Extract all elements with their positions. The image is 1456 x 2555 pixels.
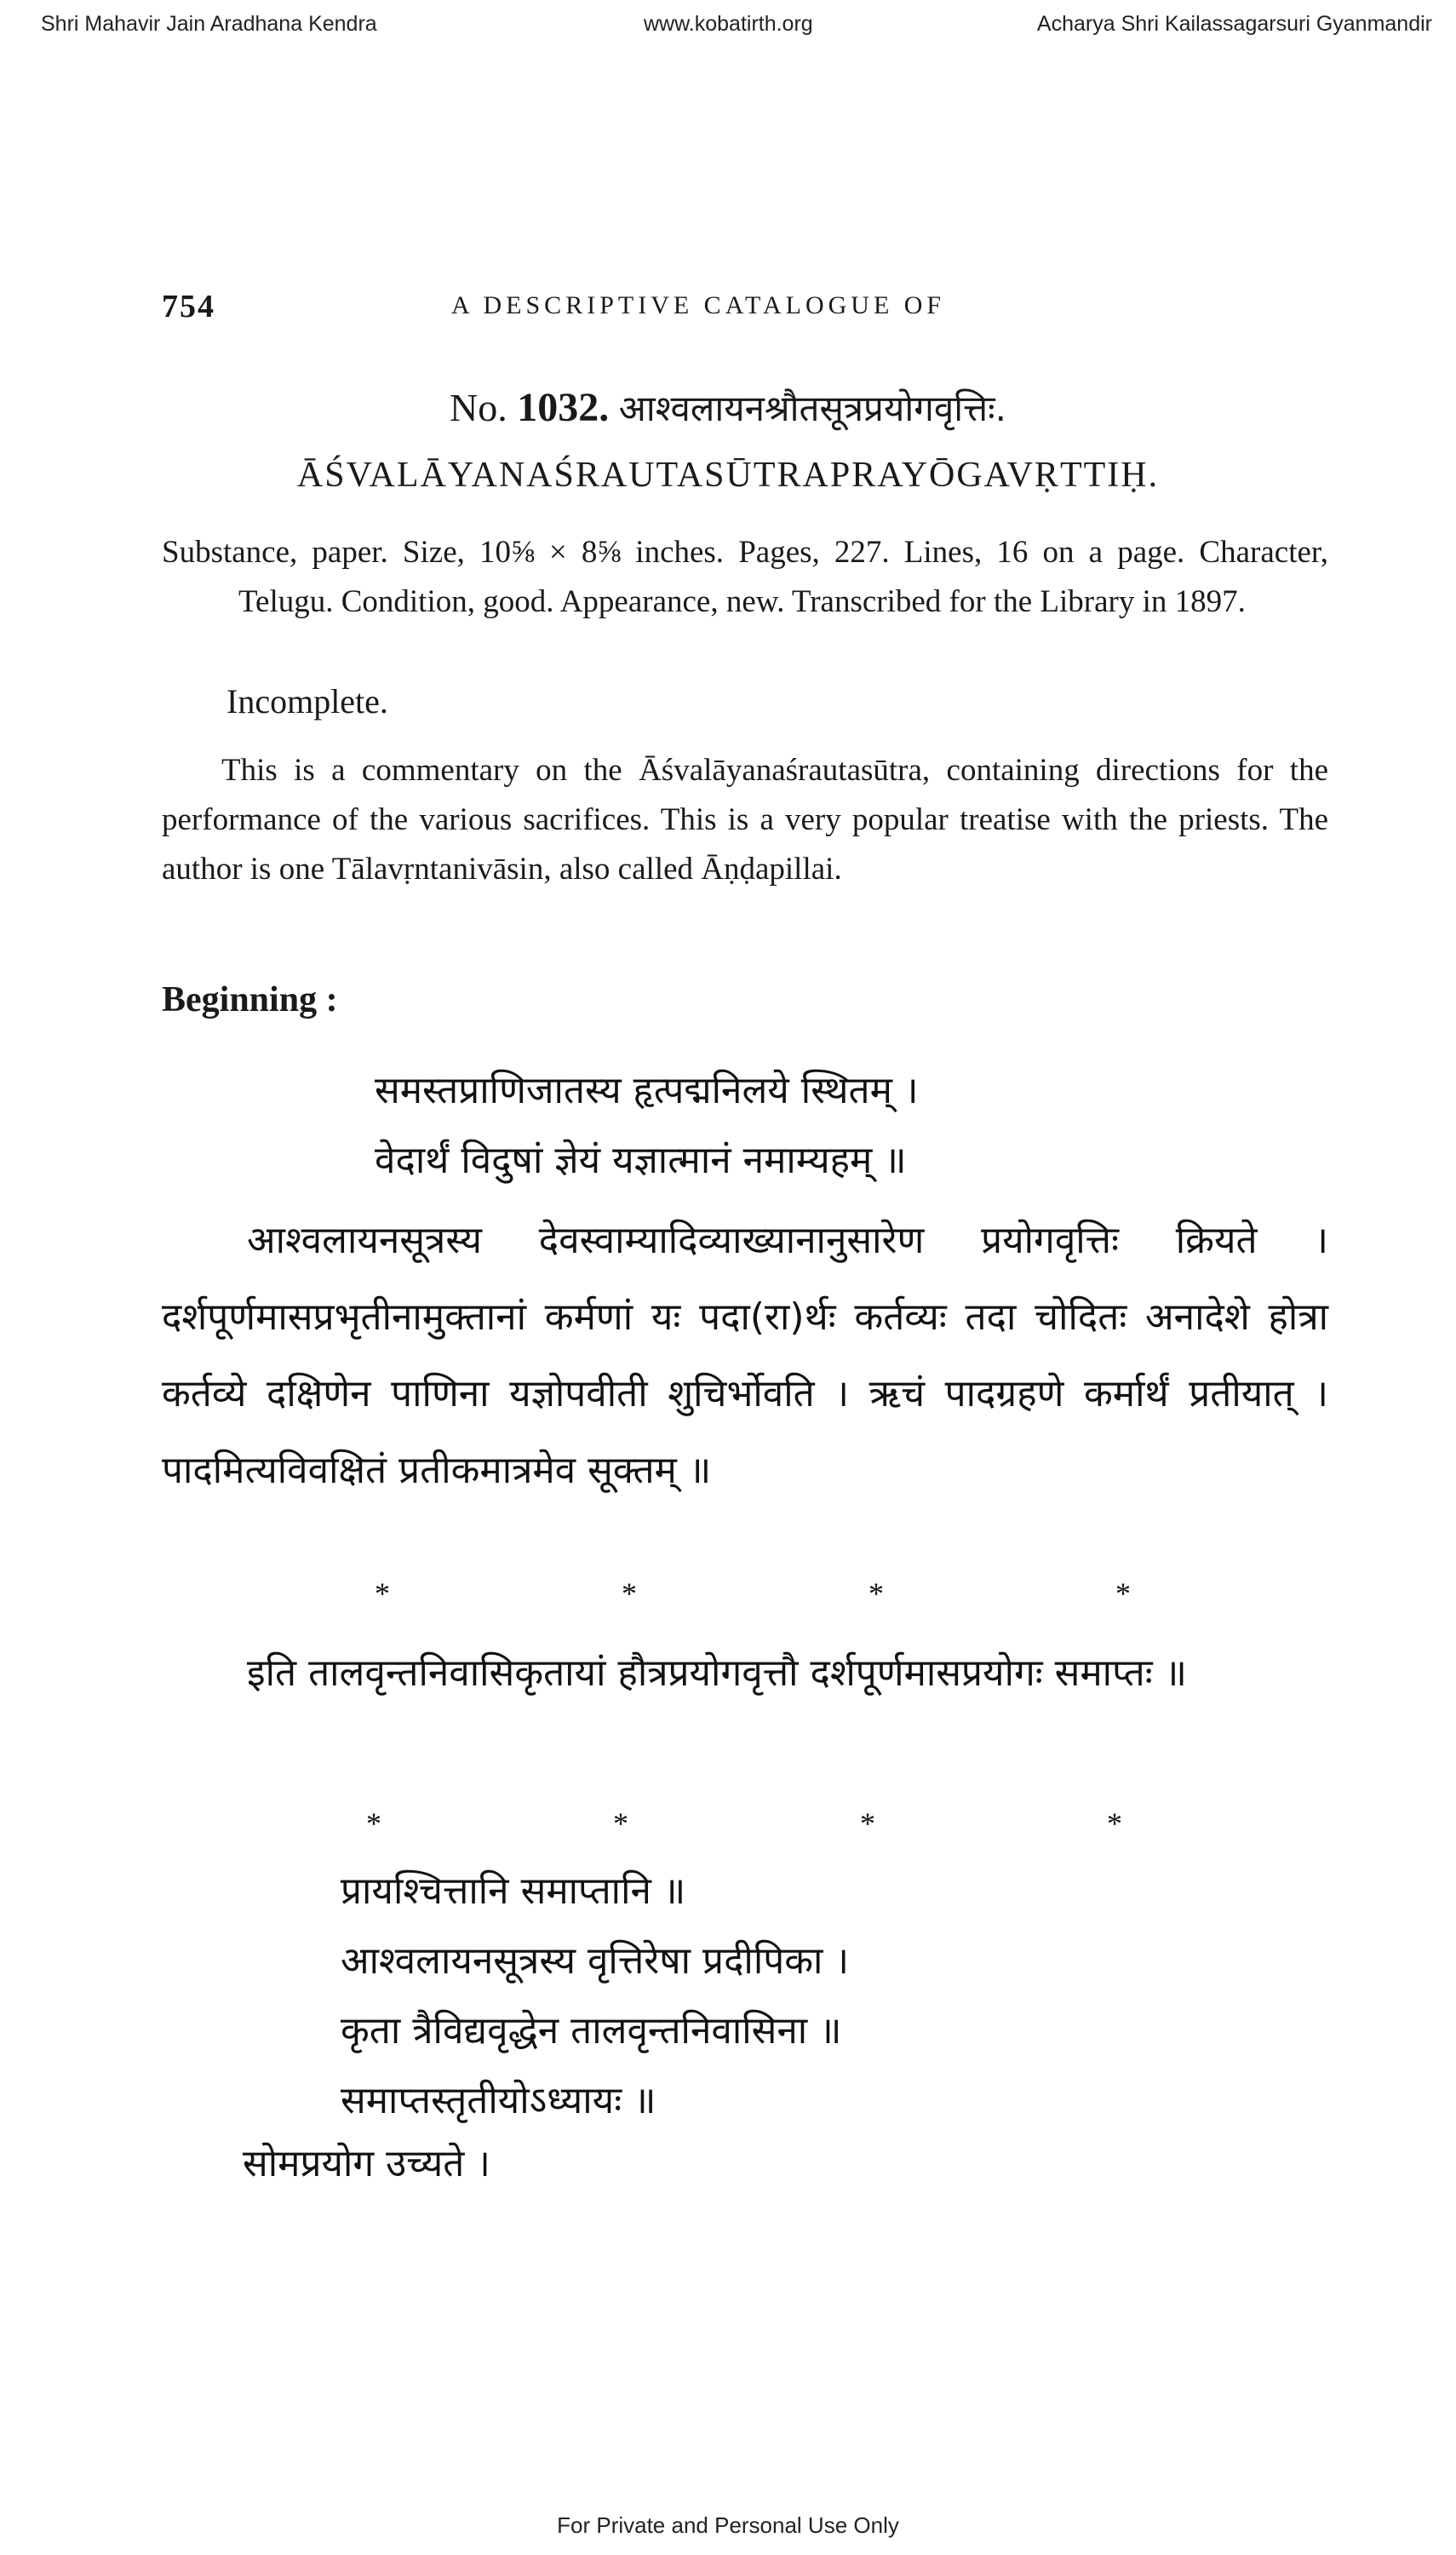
status-note: Incomplete. [226, 682, 388, 721]
description-text: Substance, paper. Size, 10⅝ × 8⅝ inches. Pages, 227. Lines, 16 on a page. Character, Telugu. Condition, good. Appearance, new. Transcribed for the Library in 1897. [162, 535, 1328, 619]
library-header [0, 12, 1456, 46]
running-head: A DESCRIPTIVE CATALOGUE OF [451, 291, 946, 319]
manuscript-description [162, 528, 1328, 627]
ending-verse [341, 1857, 849, 2136]
page-number: 754 [162, 289, 215, 324]
entry-no-prefix: No. [450, 386, 507, 429]
star: * [1115, 1576, 1131, 1611]
star: * [1107, 1806, 1122, 1840]
star: * [366, 1806, 381, 1840]
separator-stars [0, 1576, 1456, 1610]
verse-line: कृता त्रैविद्यवृद्धेन तालवृन्तनिवासिना ॥ [341, 2009, 842, 2053]
verse-line: वेदार्थं विदुषां ज्ञेयं यज्ञात्मानं नमाम्यहम् ॥ [375, 1139, 907, 1182]
star: * [868, 1576, 884, 1611]
footer-notice: For Private and Personal Use Only [557, 2512, 899, 2538]
verse-line: आश्वलायनसूत्रस्य वृत्तिरेषा प्रदीपिका । [341, 1939, 850, 1983]
entry-title-devanagari: आश्वलायनश्रौतसूत्रप्रयोगवृत्तिः. [618, 388, 1006, 429]
colophon: इति तालवृन्तनिवासिकृतायां हौत्रप्रयोगवृत्तौ दर्शपूर्णमासप्रयोगः समाप्तः ॥ [247, 1651, 1187, 1695]
star: * [375, 1576, 390, 1611]
entry-title-transliteration: ĀŚVALĀYANAŚRAUTASŪTRAPRAYŌGAVṚTTIḤ. [296, 456, 1160, 495]
header-right-text: Acharya Shri Kailassagarsuri Gyanmandir [1036, 12, 1432, 36]
star: * [613, 1806, 628, 1840]
verse-line: समाप्तस्तृतीयोऽध्यायः ॥ [341, 2079, 656, 2122]
final-line: सोमप्रयोग उच्यते । [243, 2142, 490, 2185]
header-website: www.kobatirth.org [644, 12, 813, 36]
beginning-label: Beginning : [162, 980, 338, 1019]
verse-line: प्रायश्चित्तानि समाप्तानि ॥ [341, 1869, 686, 1913]
opening-verse [375, 1056, 919, 1196]
star: * [622, 1576, 637, 1611]
entry-number: 1032. [517, 385, 610, 430]
intro-paragraph: This is a commentary on the Āśvalāyanaśrautasūtra, containing directions for the performance of the various sacrifices. This is a very popular treatise with the priests. The author is one Tālavṛntanivāsin, also called Āṇḍapillai. [162, 753, 1328, 887]
opening-prose: आश्वलायनसूत्रस्य देवस्वाम्यादिव्याख्यानानुसारेण प्रयोगवृत्तिः क्रियते । दर्शपूर्णमासप्रभृतीनामुक्तानां कर्मणां यः पदा(रा)र्थः कर्तव्यः तदा चोदितः अनादेशे होत्रा कर्तव्ये दक्षिणेन पाणिना यज्ञोपवीती शुचिर्भोवति । ऋचं पादग्रहणे कर्मार्थं प्रतीयात् । पादमित्यविवक्षितं प्रतीकमात्रमेव सूक्तम् ॥ [162, 1219, 1328, 1492]
star: * [860, 1806, 875, 1840]
verse-line: समस्तप्राणिजातस्य हृत्पद्मनिलये स्थितम् । [375, 1069, 919, 1112]
page-heading [162, 288, 1337, 330]
separator-stars [0, 1806, 1456, 1840]
header-left-text: Shri Mahavir Jain Aradhana Kendra [41, 12, 377, 36]
entry-title-line [0, 383, 1456, 432]
